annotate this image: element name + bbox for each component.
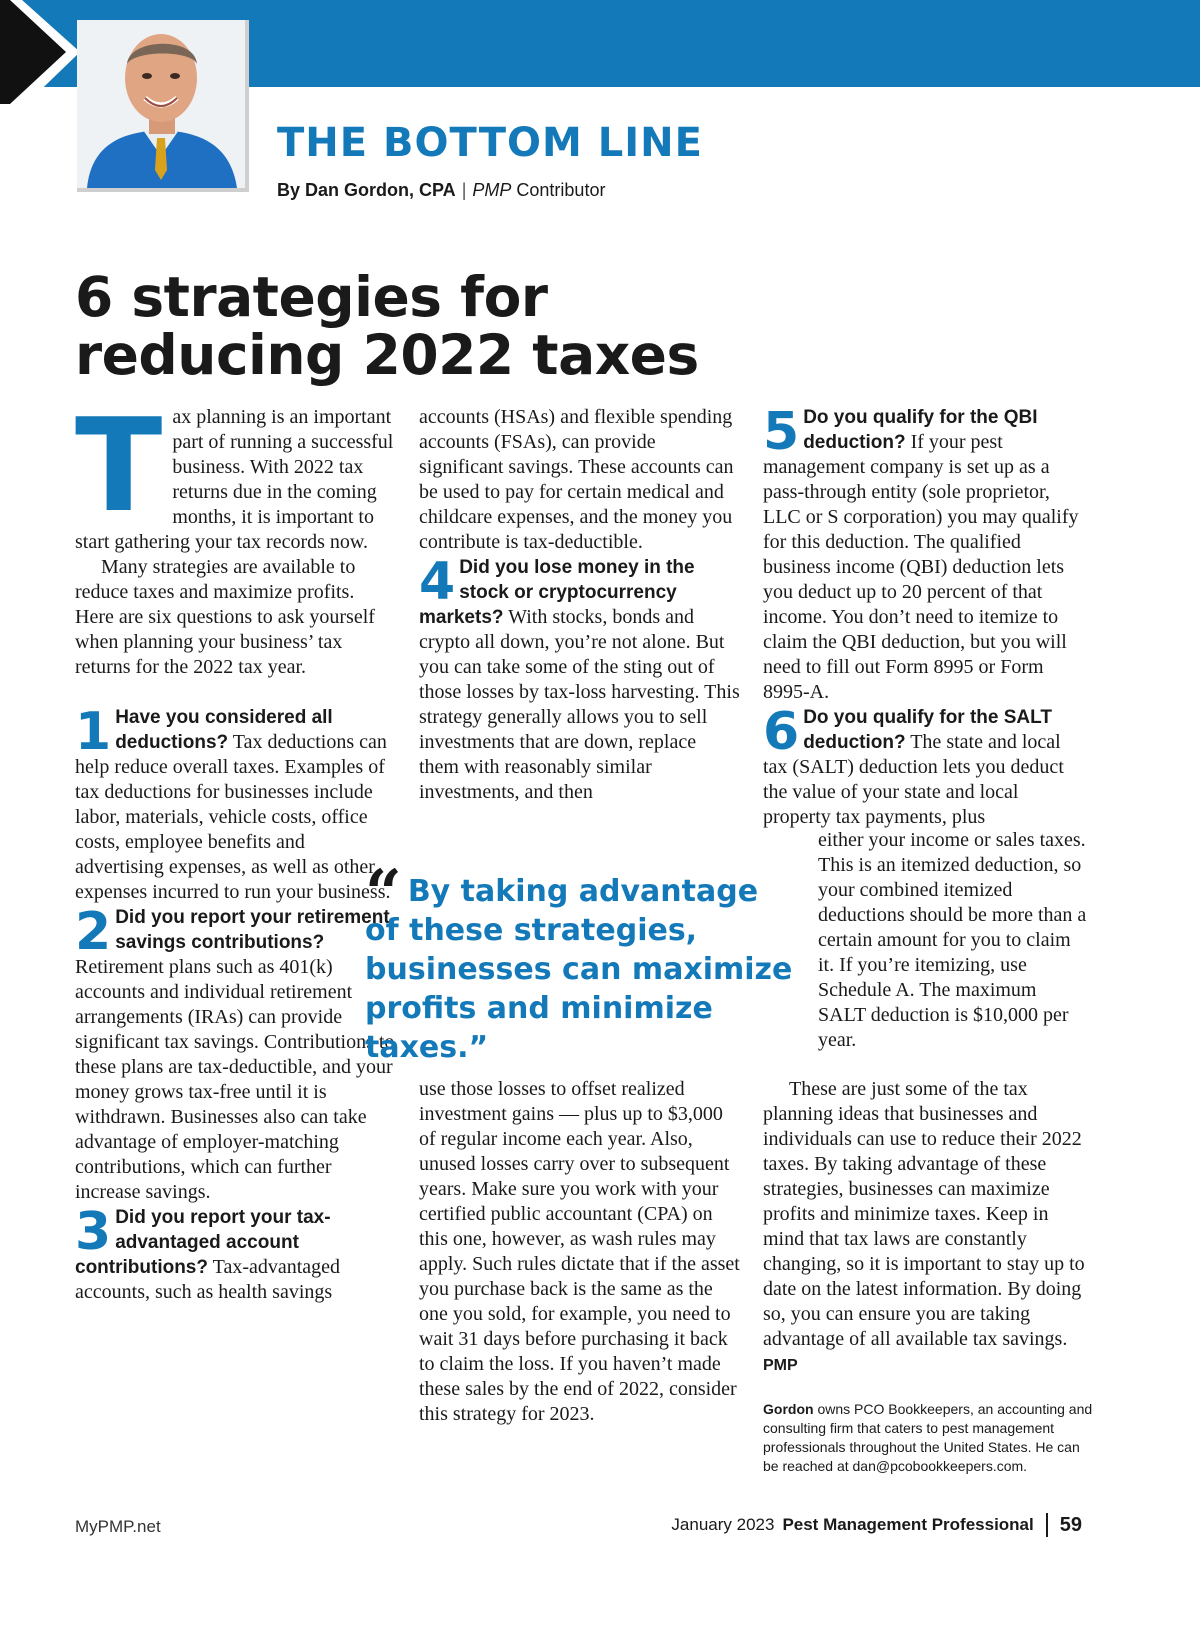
strategy-6-continued: either your income or sales taxes. This is an itemized deduction, so your combined itemized deductions should be more than a certain amount for you to claim it. If you’re itemizing, use Schedule A. The maximum SALT deduction is $10,000 per year. [818,829,1087,1051]
strategy-number: 6 [763,702,800,762]
strategy-body: The state and local tax (SALT) deduction lets you deduct the value of your state and local property tax payments, plus [763,731,1064,828]
column-3-top [763,402,1088,830]
strategy-body: Tax-advantaged accounts, such as health savings [75,1256,341,1303]
article-headline [75,265,775,387]
strategy-4-continued: use those losses to offset realized investment gains — plus up to $3,000 of regular income each year. Also, unused losses carry over to subsequent years. Make sure you work with your certified public accountant (CPA) on this one, however, as wash rules may apply. Such rules dictate that if the asset you purchase back is the same as the one you sold, for example, you need to wait 31 days before purchasing it back to claim the loss. If you haven’t made these sales by the end of 2022, consider this strategy for 2023. [419,1078,740,1425]
strategy-number: 5 [763,402,800,462]
strategy-question: Do you qualify for the SALT deduction? [803,707,1052,753]
page-number: 59 [1059,1513,1082,1536]
strategy-3-continued: accounts (HSAs) and flexible spending accounts (FSAs), can provide significant savings. These accounts can be used to pay for certain medical and childcare expenses, and the money you contribute is tax-deductible. [419,406,734,553]
footer-divider [1046,1513,1048,1537]
bio-text: owns PCO Bookkeepers, an accounting and consulting firm that caters to pest management professionals throughout the United States. He can be reached at dan@pcobookkeepers.com. [763,1401,1093,1474]
author-name: By Dan Gordon, CPA [277,180,456,200]
strategy-body: With stocks, bonds and crypto all down, you’re not alone. But you can take some of the sting out of those losses by tax-loss harvesting. This strategy generally allows you to sell investments that are down, replace them with reasonably similar investments, and then [419,606,740,803]
strategy-question: Did you report your retirement savings contributions? [115,907,390,953]
byline-separator: | [461,180,467,200]
author-role: Contributor [516,180,606,200]
intro-paragraph-2: Many strategies are available to reduce taxes and maximize profits. Here are six questions to ask yourself when planning your business’ tax returns for the 2022 tax year. [75,556,375,678]
column-2-top [419,405,741,805]
pull-quote-text: By taking advantage of these strategies, businesses can maximize profits and minimize taxes.” [365,874,793,1065]
strategy-body: Tax deductions can help reduce overall taxes. Examples of tax deductions for businesses include labor, materials, vehicle costs, office costs, employee benefits and advertising expenses, as well as other expenses incurred to run your business. [75,731,391,903]
drop-cap: T [75,392,163,541]
byline [277,180,605,201]
column-2-bottom [419,1077,741,1427]
headline-line-2: reducing 2022 taxes [75,323,699,387]
author-photo [77,20,249,192]
column-3-wrap [818,828,1088,1053]
strategy-number: 1 [75,702,112,762]
strategy-question: Did you lose money in the stock or cryptocurrency markets? [419,557,695,628]
quote-mark-icon: “ [365,856,402,931]
strategy-body: Retirement plans such as 401(k) accounts and individual retirement arrangements (IRAs) can provide significant tax savings. Contributions to these plans are tax-deductible, and your money grows tax-free until it is withdrawn. Businesses also can take advantage of employer-matching contributions, which can further increase savings. [75,956,395,1203]
strategy-4 [419,552,741,805]
conclusion-paragraph: These are just some of the tax planning ideas that businesses and individuals can use to reduce their 2022 taxes. By taking advantage of these strategies, businesses can maximize profits and minimize taxes. Keep in mind that tax laws are constantly changing, so it is important to stay up to date on the latest information. By doing so, you can ensure you are taking advantage of all available tax savings. PMP [763,1078,1085,1374]
strategy-question: Have you considered all deductions? [115,707,333,753]
intro-paragraph: Tax planning is an important part of running a successful business. With 2022 tax returns due in the coming months, it is important to start gathering your tax records now. [75,392,394,553]
strategy-number: 3 [75,1202,112,1262]
strategy-2 [75,902,397,1205]
section-title: THE BOTTOM LINE [277,120,703,166]
strategy-question: Did you report your tax-advantaged account contributions? [75,1207,331,1278]
column-3-bottom [763,1077,1088,1378]
bio-name: Gordon [763,1401,814,1417]
footer-site: MyPMP.net [75,1517,161,1536]
strategy-body: If your pest management company is set up as a pass-through entity (sole proprietor, LLC or S corporation) you may qualify for this deduction. The qualified business income (QBI) deduction lets you deduct up to 20 percent of that income. You don’t need to itemize to claim the QBI deduction, but you will need to fill out Form 8995 or Form 8995-A. [763,431,1079,703]
end-mark: PMP [763,1357,798,1374]
publication-short: PMP [472,180,512,200]
strategy-question: Do you qualify for the QBI deduction? [803,407,1038,453]
strategy-1 [75,702,397,905]
footer-folio [671,1513,1082,1537]
strategy-5 [763,402,1088,705]
strategy-3 [75,1202,397,1305]
strategy-6 [763,702,1088,830]
strategy-number: 2 [75,902,112,962]
headline-line-1: 6 strategies for [75,265,548,329]
pull-quote [365,856,795,1067]
strategy-number: 4 [419,552,456,612]
publication-name: Pest Management Professional [782,1515,1034,1534]
column-1 [75,392,397,1305]
author-bio [763,1400,1093,1476]
issue-date: January 2023 [671,1515,775,1534]
